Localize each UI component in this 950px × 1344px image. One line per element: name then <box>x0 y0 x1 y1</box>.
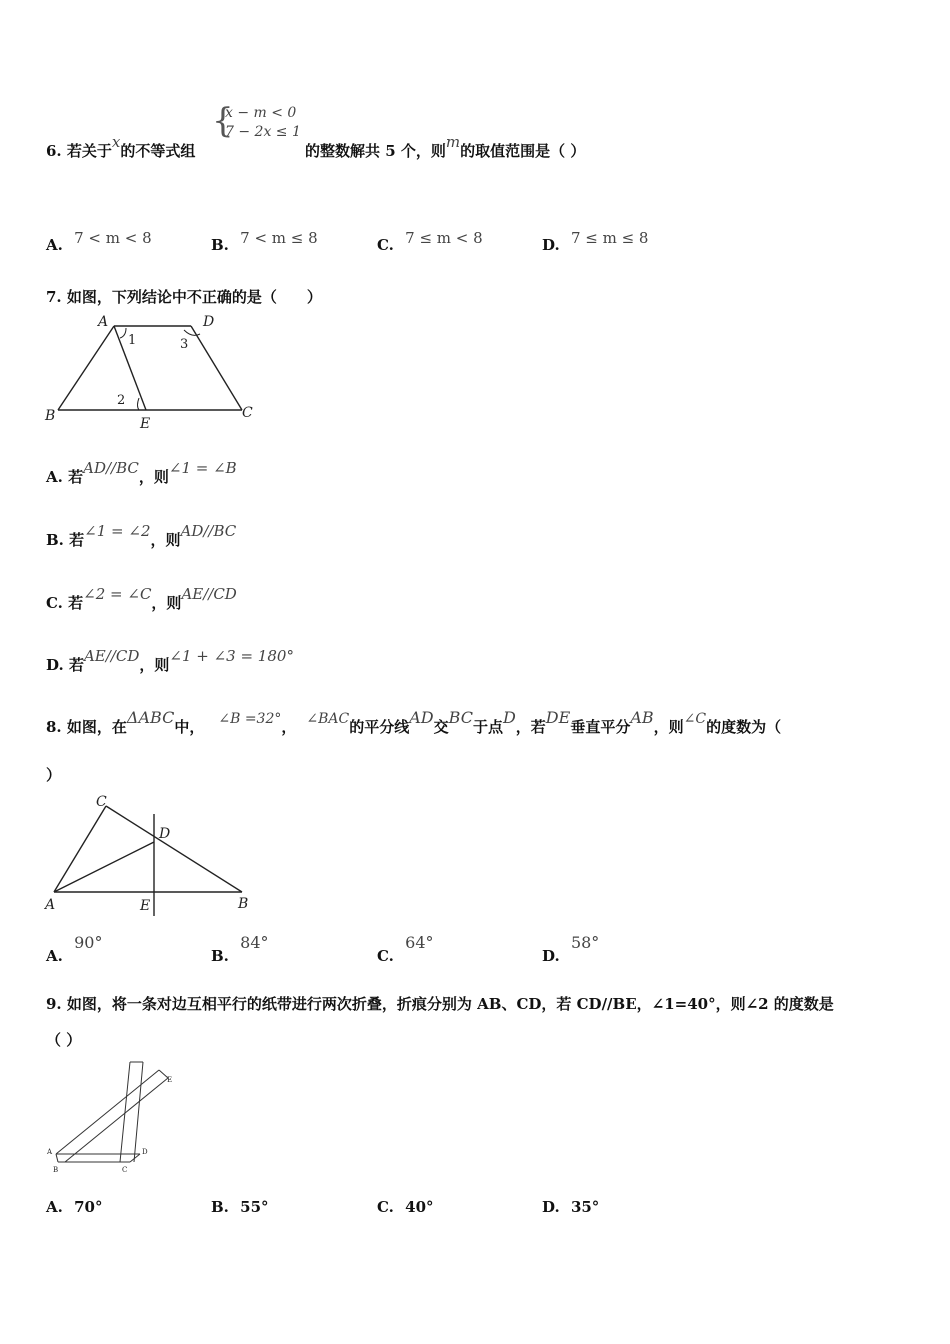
q6-text-3: 的整数解共 5 个，则 <box>305 142 446 160</box>
option-then: ，则 <box>150 531 181 549</box>
q7-option-a[interactable] <box>46 459 237 487</box>
q9-option-b[interactable] <box>211 1198 269 1216</box>
option-label: C. <box>377 1198 394 1216</box>
q8-label-d: D <box>159 826 171 842</box>
q6-brace-icon: { <box>212 101 234 141</box>
option-conclusion: AD//BC <box>180 522 237 540</box>
option-conclusion: AE//CD <box>181 585 237 603</box>
option-value: 64° <box>405 933 434 952</box>
option-value: 55° <box>240 1198 269 1216</box>
q9-stem-close: （ ） <box>46 1031 82 1049</box>
q7-text: 如图，下列结论中不正确的是（ ） <box>66 288 322 306</box>
q8-option-b[interactable] <box>211 933 269 965</box>
q6-sys-line-1: x − m < 0 <box>225 105 297 121</box>
q9-label-c: C <box>122 1166 128 1174</box>
q6-text-1: 若关于 <box>66 142 112 160</box>
option-label: B. <box>211 1198 229 1216</box>
q7-label-d: D <box>203 314 215 330</box>
option-value: 7 ≤ m ≤ 8 <box>570 229 649 247</box>
option-if: 若 <box>68 656 84 674</box>
q8-option-a[interactable] <box>46 933 103 965</box>
q6-var-m: m <box>445 133 461 151</box>
q7-option-c[interactable] <box>46 585 237 613</box>
q9-label-e: E <box>167 1076 173 1084</box>
q8-text-10: 的度数为（ <box>706 718 782 736</box>
option-then: ，则 <box>138 468 169 486</box>
option-value: 84° <box>240 933 269 952</box>
option-label: A. <box>46 236 63 254</box>
q9-stem <box>46 993 834 1014</box>
option-label: B. <box>211 947 229 965</box>
option-label: D. <box>542 947 560 965</box>
q7-label-b: B <box>45 408 56 424</box>
option-if: 若 <box>68 468 84 486</box>
q8-text-2: 中， <box>174 718 205 736</box>
option-label: D. <box>542 236 560 254</box>
q6-option-d[interactable] <box>542 229 649 254</box>
option-if: 若 <box>68 594 84 612</box>
q8-text-4: 的平分线 <box>349 718 410 736</box>
q9-option-a[interactable] <box>46 1198 102 1216</box>
q6-option-b[interactable] <box>211 229 318 254</box>
q8-label-c: C <box>96 794 107 810</box>
q7-angle-2: 2 <box>117 393 126 408</box>
option-label: C. <box>377 236 394 254</box>
q6-sys-line-2: 7 − 2x ≤ 1 <box>225 124 301 140</box>
q8-label-e: E <box>140 898 151 914</box>
option-label: A. <box>46 947 63 965</box>
option-label: C. <box>46 594 63 612</box>
q7-label-e: E <box>140 416 151 432</box>
q9-paper-strip-figure <box>44 1058 184 1176</box>
q9-label-d: D <box>142 1148 148 1156</box>
q6-stem-cont <box>305 133 586 161</box>
q8-math-6: D <box>502 708 516 727</box>
q6-text-4: 的取值范围是（ ） <box>460 142 586 160</box>
q8-math-7: DE <box>545 708 571 727</box>
q9-label-b: B <box>53 1166 59 1174</box>
q9-number: 9. <box>46 995 62 1013</box>
q8-math-9: ∠C <box>683 711 707 727</box>
q7-option-d[interactable] <box>46 647 294 675</box>
option-value: 70° <box>74 1198 103 1216</box>
q6-text-2: 的不等式组 <box>120 142 196 160</box>
q6-option-c[interactable] <box>377 229 483 254</box>
option-value: 7 < m < 8 <box>74 229 152 247</box>
option-condition: AD//BC <box>83 459 139 477</box>
q6-number: 6. <box>46 142 62 160</box>
q6-stem <box>46 133 196 161</box>
q9-option-c[interactable] <box>377 1198 434 1216</box>
q8-number: 8. <box>46 718 62 736</box>
q7-option-b[interactable] <box>46 522 237 550</box>
q8-text-7: ，若 <box>515 718 546 736</box>
q8-math-8: AB <box>630 708 654 727</box>
q8-option-c[interactable] <box>377 933 434 965</box>
q8-label-a: A <box>45 897 56 913</box>
q8-text-9: ，则 <box>653 718 684 736</box>
option-value: 90° <box>74 933 103 952</box>
option-conclusion: ∠1 + ∠3 = 180° <box>169 647 294 665</box>
option-if: 若 <box>69 531 85 549</box>
option-then: ，则 <box>139 656 170 674</box>
option-label: A. <box>46 1198 63 1216</box>
q7-label-a: A <box>98 314 109 330</box>
q8-math-3: ∠BAC <box>306 711 350 727</box>
option-label: D. <box>542 1198 560 1216</box>
q8-text-3: ， <box>281 718 297 736</box>
q9-option-d[interactable] <box>542 1198 599 1216</box>
q7-stem <box>46 286 322 307</box>
q7-angle-3: 3 <box>180 337 189 352</box>
q8-stem-close: ） <box>46 766 62 784</box>
q7-number: 7. <box>46 288 62 306</box>
q7-label-c: C <box>242 405 253 421</box>
option-label: D. <box>46 656 64 674</box>
q7-trapezoid-figure <box>40 312 270 432</box>
q8-label-b: B <box>238 896 249 912</box>
option-condition: ∠1 = ∠2 <box>84 522 151 540</box>
option-conclusion: ∠1 = ∠B <box>168 459 237 477</box>
q8-triangle-figure <box>40 792 260 922</box>
q8-text-5: 交 <box>433 718 449 736</box>
q8-text-6: 于点 <box>472 718 503 736</box>
q8-option-d[interactable] <box>542 933 600 965</box>
option-then: ，则 <box>151 594 182 612</box>
option-label: B. <box>211 236 229 254</box>
q8-math-4: AD <box>409 708 434 727</box>
option-value: 58° <box>570 933 600 952</box>
q8-text-8: 垂直平分 <box>570 718 631 736</box>
option-condition: ∠2 = ∠C <box>83 585 152 603</box>
option-value: 7 < m ≤ 8 <box>240 229 318 247</box>
option-label: C. <box>377 947 394 965</box>
q8-math-2: ∠B =32° <box>218 711 282 727</box>
option-label: A. <box>46 468 63 486</box>
option-value: 7 ≤ m < 8 <box>405 229 483 247</box>
q9-label-a: A <box>47 1148 53 1156</box>
option-value: 40° <box>405 1198 434 1216</box>
option-label: B. <box>46 531 64 549</box>
q6-option-a[interactable] <box>46 229 152 254</box>
q7-angle-1: 1 <box>128 333 137 348</box>
q6-var-x: x <box>111 133 121 151</box>
q8-math-1: ΔABC <box>126 708 175 727</box>
option-condition: AE//CD <box>83 647 140 665</box>
option-value: 35° <box>570 1198 600 1216</box>
q8-stem <box>46 708 782 737</box>
q9-text: 如图，将一条对边互相平行的纸带进行两次折叠，折痕分别为 AB、CD，若 CD//BE，∠1=40°，则∠2 的度数是 <box>66 995 834 1013</box>
q8-text-1: 如图，在 <box>66 718 127 736</box>
q8-math-5: BC <box>448 708 473 727</box>
